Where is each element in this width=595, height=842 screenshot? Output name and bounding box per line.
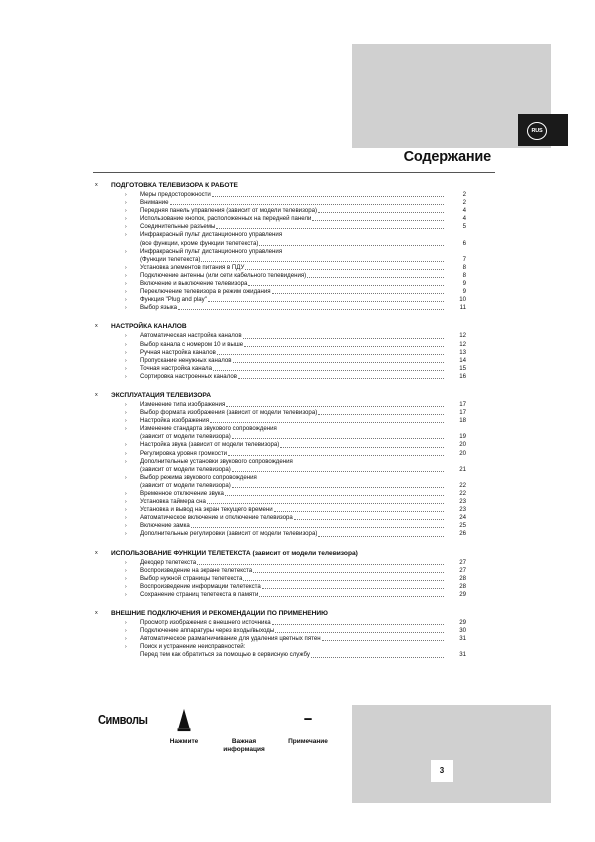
bullet-icon: ›	[125, 515, 127, 522]
section-heading	[93, 180, 488, 191]
toc-entry[interactable]	[93, 514, 488, 522]
entry-text: Передняя панель управления (зависит от модели телевизора)	[140, 207, 318, 215]
entry-text: Дополнительные установки звукового сопровождения	[140, 457, 293, 465]
bullet-icon: ›	[125, 491, 127, 497]
bullet-icon: ›	[125, 523, 127, 530]
toc-entry[interactable]	[93, 409, 488, 417]
toc-entry[interactable]	[93, 567, 488, 575]
section-title: НАСТРОЙКА КАНАЛОВ	[111, 323, 187, 331]
dot-leader	[248, 284, 444, 286]
toc-entry[interactable]	[93, 207, 488, 215]
entry-page-number: 6	[462, 239, 466, 247]
dot-leader	[274, 510, 444, 512]
title-rule	[93, 172, 495, 173]
entry-page-number: 17	[459, 400, 466, 408]
symbol-label: Нажмите	[169, 738, 199, 745]
bullet-icon: ›	[125, 458, 127, 465]
section-title: ИСПОЛЬЗОВАНИЕ ФУНКЦИИ ТЕЛЕТЕКСТА (зависит от модели телевизора)	[111, 549, 358, 557]
bullet-icon: ›	[125, 442, 127, 449]
entry-text: Дополнительные регулировки (зависит от модели телевизора)	[140, 530, 318, 538]
entry-text: Пропускание ненужных каналов	[140, 356, 232, 364]
toc-entry[interactable]	[93, 341, 488, 349]
toc-entry[interactable]	[93, 288, 488, 296]
section-heading	[93, 390, 488, 401]
entry-page-number: 31	[459, 635, 466, 643]
entry-page-number: 8	[462, 263, 466, 271]
toc-entry[interactable]	[93, 635, 488, 643]
entry-text: Функция "Plug and play"	[140, 296, 207, 304]
dot-leader	[243, 337, 444, 339]
entry-page-number: 26	[459, 530, 466, 538]
toc-entry[interactable]	[93, 627, 488, 635]
toc-entry[interactable]	[93, 365, 488, 373]
toc-section	[93, 180, 488, 312]
dot-leader	[232, 437, 444, 439]
bullet-icon: ›	[125, 567, 127, 574]
entry-page-number: 7	[462, 255, 466, 263]
toc-entry[interactable]	[93, 458, 488, 474]
section-heading	[93, 548, 488, 559]
dot-leader	[201, 260, 444, 262]
entry-page-number: 11	[459, 304, 466, 312]
bullet-icon: ›	[125, 450, 127, 457]
dot-leader	[318, 535, 444, 537]
toc-entry[interactable]	[93, 643, 488, 659]
dot-leader	[238, 377, 444, 379]
bullet-icon: ›	[125, 281, 127, 288]
entry-page-number: 27	[459, 566, 466, 574]
entry-text: Подключение аппаратуры через входы/выходы	[140, 627, 275, 635]
entry-text: (Функции телетекста)	[140, 255, 201, 263]
toc-entry[interactable]	[93, 450, 488, 458]
toc-entry[interactable]	[93, 583, 488, 591]
entry-text: Сортировка настроенных каналов	[140, 372, 237, 380]
entry-text: Временное отключение звука	[140, 490, 224, 497]
entry-page-number: 15	[459, 364, 466, 372]
symbols-title: Символы	[98, 712, 148, 727]
dot-leader	[259, 244, 444, 246]
entry-page-number: 28	[459, 574, 466, 582]
bullet-icon: ›	[125, 636, 127, 643]
entry-text: Воспроизведение информации телетекста	[140, 582, 261, 590]
page-number: 3	[431, 760, 453, 782]
section-marker: x	[95, 610, 98, 617]
entry-page-number: 10	[459, 296, 466, 304]
symbol-label: Примечание	[288, 738, 328, 745]
entry-text: Поиск и устранение неисправностей:	[140, 643, 246, 651]
toc-entry[interactable]	[93, 248, 488, 264]
toc-entry[interactable]	[93, 522, 488, 530]
bullet-icon: ›	[125, 297, 127, 304]
bullet-icon: ›	[125, 264, 127, 271]
dot-leader	[210, 421, 444, 423]
entry-text: Инфракрасный пульт дистанционного управления	[140, 231, 283, 239]
entry-page-number: 2	[462, 199, 466, 207]
toc-entry[interactable]	[93, 506, 488, 514]
bullet-icon: ›	[125, 499, 127, 506]
toc-entry[interactable]	[93, 474, 488, 490]
entry-text: Установка таймера сна	[140, 498, 206, 506]
dot-leader	[207, 502, 444, 504]
dot-leader	[244, 345, 444, 347]
bullet-icon: ›	[125, 559, 127, 566]
toc-section	[93, 390, 488, 539]
entry-text: Установка и вывод на экран текущего времени	[140, 506, 273, 514]
entry-page-number: 5	[462, 223, 466, 231]
dot-leader	[312, 219, 444, 221]
dot-leader	[226, 405, 444, 407]
dot-leader	[318, 211, 444, 213]
entry-text: Соединительные разъемы	[140, 223, 216, 231]
bullet-icon: ›	[125, 426, 127, 433]
dot-leader	[212, 195, 444, 197]
bullet-icon: ›	[125, 591, 127, 598]
dot-leader	[245, 268, 444, 270]
entry-page-number: 2	[462, 191, 466, 198]
bullet-icon: ›	[125, 232, 127, 239]
entry-page-number: 30	[459, 627, 466, 635]
toc-entry[interactable]	[93, 401, 488, 409]
dot-leader	[307, 276, 444, 278]
entry-text: Переключение телевизора в режим ожидания	[140, 288, 271, 296]
dot-leader	[213, 369, 444, 371]
entry-page-number: 21	[459, 465, 466, 473]
section-heading	[93, 321, 488, 332]
bullet-icon: ›	[125, 349, 127, 356]
toc-entry[interactable]	[93, 332, 488, 340]
entry-text: Установка элементов питания в ПДУ	[140, 263, 245, 271]
entry-text: Подключение антенны (или сети кабельного телевидения)	[140, 271, 307, 279]
dot-leader	[197, 563, 444, 565]
entry-page-number: 20	[459, 449, 466, 457]
bullet-icon: ›	[125, 224, 127, 231]
entry-page-number: 23	[459, 498, 466, 506]
entry-page-number: 31	[459, 651, 466, 659]
dot-leader	[294, 518, 444, 520]
dot-leader	[322, 639, 444, 641]
bullet-icon: ›	[125, 192, 127, 198]
bullet-icon: ›	[125, 628, 127, 635]
toc-entry[interactable]	[93, 357, 488, 365]
bullet-icon: ›	[125, 305, 127, 312]
entry-page-number: 27	[459, 558, 466, 566]
dot-leader	[318, 413, 444, 415]
toc-entry[interactable]	[93, 498, 488, 506]
entry-text: Выбор режима звукового сопровождения	[140, 473, 257, 481]
toc-entry[interactable]	[93, 349, 488, 357]
entry-page-number: 9	[462, 288, 466, 296]
toc-entry[interactable]	[93, 559, 488, 567]
bullet-icon: ›	[125, 200, 127, 207]
entry-text: (зависит от модели телевизора)	[140, 481, 231, 489]
entry-text: Настройка изображения	[140, 417, 210, 425]
entry-page-number: 23	[459, 506, 466, 514]
toc-entry[interactable]	[93, 280, 488, 288]
bullet-icon: ›	[125, 341, 127, 348]
dot-leader	[275, 631, 444, 633]
entry-text: Сохранение страниц телетекста в памяти	[140, 590, 259, 598]
entry-text: Изменение типа изображения	[140, 400, 226, 408]
entry-page-number: 9	[462, 280, 466, 288]
bullet-icon: ›	[125, 474, 127, 481]
entry-page-number: 14	[459, 356, 466, 364]
entry-page-number: 13	[459, 348, 466, 356]
entry-page-number: 25	[459, 522, 466, 530]
bullet-icon: ›	[125, 289, 127, 296]
entry-page-number: 16	[459, 372, 466, 380]
symbol-note	[268, 708, 348, 746]
dot-leader	[233, 361, 444, 363]
entry-text: Автоматическая настройка каналов	[140, 332, 242, 340]
toc-entry[interactable]	[93, 199, 488, 207]
bullet-icon: ›	[125, 365, 127, 372]
bullet-icon: ›	[125, 644, 127, 651]
entry-text: Ручная настройка каналов	[140, 348, 216, 356]
entry-text: Внимание	[140, 199, 169, 207]
toc-entry[interactable]	[93, 417, 488, 425]
dot-leader	[217, 353, 444, 355]
entry-text: Выбор языка	[140, 304, 178, 312]
toc-entry[interactable]	[93, 215, 488, 223]
bullet-icon: ›	[125, 216, 127, 223]
entry-text: Регулировка уровня громкости	[140, 449, 228, 457]
entry-page-number: 17	[459, 409, 466, 417]
toc-entry[interactable]	[93, 591, 488, 599]
dot-leader	[253, 571, 444, 573]
entry-text: Воспроизведение на экране телетекста	[140, 566, 253, 574]
toc-entry[interactable]	[93, 490, 488, 498]
entry-page-number: 4	[462, 207, 466, 215]
toc-entry[interactable]	[93, 231, 488, 247]
entry-page-number: 22	[459, 481, 466, 489]
dot-leader	[191, 526, 444, 528]
entry-text: (все функции, кроме функции телетекста)	[140, 239, 259, 247]
dot-leader	[228, 454, 444, 456]
toc-entry[interactable]	[93, 191, 488, 199]
toc-section	[93, 548, 488, 599]
entry-text: Включение и выключение телевизора	[140, 280, 248, 288]
entry-page-number: 29	[459, 619, 466, 627]
toc-section	[93, 321, 488, 381]
bullet-icon: ›	[125, 418, 127, 425]
bullet-icon: ›	[125, 583, 127, 590]
section-heading	[93, 608, 488, 619]
dot-leader	[232, 486, 444, 488]
entry-text: Инфракрасный пульт дистанционного управления	[140, 247, 283, 255]
entry-page-number: 12	[459, 340, 466, 348]
language-badge: RUS	[527, 122, 547, 140]
section-marker: x	[95, 323, 98, 330]
entry-text: (зависит от модели телевизора)	[140, 465, 231, 473]
entry-text: Меры предосторожности	[140, 191, 211, 198]
dot-leader	[243, 579, 444, 581]
entry-page-number: 29	[459, 590, 466, 598]
dot-leader	[272, 623, 444, 625]
toc-entry[interactable]	[93, 373, 488, 381]
bullet-icon: ›	[125, 208, 127, 215]
toc-entry[interactable]	[93, 304, 488, 312]
toc-entry[interactable]	[93, 223, 488, 231]
dot-leader	[178, 308, 444, 310]
section-marker: x	[95, 391, 98, 398]
entry-page-number: 20	[459, 441, 466, 449]
bullet-icon: ›	[125, 507, 127, 514]
entry-text: Настройка звука (зависит от модели телевизора)	[140, 441, 280, 449]
bullet-icon: ›	[125, 401, 127, 408]
dot-leader	[225, 494, 444, 496]
bullet-icon: ›	[125, 373, 127, 380]
entry-page-number: 18	[459, 417, 466, 425]
entry-text: Автоматическое включение и отключение телевизора	[140, 514, 293, 522]
entry-text: (зависит от модели телевизора)	[140, 433, 231, 441]
entry-text: Точная настройка канала	[140, 364, 212, 372]
entry-text: Выбор нужной страницы телетекста	[140, 574, 243, 582]
toc-section	[93, 608, 488, 659]
dot-leader	[259, 595, 444, 597]
entry-text: Перед тем как обратиться за помощью в сервисную службу	[140, 651, 310, 659]
entry-text: Включение замка	[140, 522, 190, 530]
toc-entry[interactable]	[93, 530, 488, 538]
section-title: ПОДГОТОВКА ТЕЛЕВИЗОРА К РАБОТЕ	[111, 182, 238, 189]
bullet-icon: ›	[125, 575, 127, 582]
entry-text: Использование кнопок, расположенных на передней панели	[140, 215, 312, 223]
entry-text: Просмотр изображения с внешнего источника	[140, 619, 271, 627]
dot-leader	[216, 227, 444, 229]
bullet-icon: ›	[125, 410, 127, 417]
entry-page-number: 12	[459, 332, 466, 340]
toc-entry[interactable]	[93, 575, 488, 583]
decorative-panel-bottom	[352, 705, 551, 803]
dot-leader	[208, 300, 444, 302]
note-icon	[300, 708, 316, 732]
toc-entry[interactable]	[93, 619, 488, 627]
bullet-icon: ›	[125, 620, 127, 627]
dot-leader	[311, 656, 444, 658]
entry-page-number: 28	[459, 582, 466, 590]
toc-entry[interactable]	[93, 264, 488, 272]
bullet-icon: ›	[125, 333, 127, 340]
section-marker: x	[95, 549, 98, 556]
dot-leader	[272, 292, 444, 294]
toc-entry[interactable]	[93, 272, 488, 280]
symbol-label: Важная информация	[223, 738, 265, 753]
table-of-contents	[93, 180, 488, 669]
section-marker: x	[95, 182, 98, 188]
entry-page-number: 24	[459, 514, 466, 522]
section-title: ЭКСПЛУАТАЦИЯ ТЕЛЕВИЗОРА	[111, 391, 211, 399]
toc-entry[interactable]	[93, 441, 488, 449]
bullet-icon: ›	[125, 248, 127, 255]
dot-leader	[232, 470, 444, 472]
entry-page-number: 19	[459, 433, 466, 441]
entry-page-number: 4	[462, 215, 466, 223]
entry-text: Автоматическое размагничивание для удаления цветных пятен	[140, 635, 321, 643]
dot-leader	[280, 446, 444, 448]
entry-text: Выбор канала с номером 10 и выше	[140, 340, 244, 348]
bullet-icon: ›	[125, 531, 127, 538]
toc-entry[interactable]	[93, 425, 488, 441]
entry-page-number: 22	[459, 490, 466, 497]
bullet-icon: ›	[125, 272, 127, 279]
entry-text: Изменение стандарта звукового сопровождения	[140, 425, 277, 433]
dot-leader	[262, 587, 444, 589]
dot-leader	[170, 203, 444, 205]
bullet-icon: ›	[125, 357, 127, 364]
entry-text: Декодер телетекста	[140, 558, 197, 566]
press-icon	[176, 708, 192, 732]
toc-entry[interactable]	[93, 296, 488, 304]
entry-text: Выбор формата изображения (зависит от модели телевизора)	[140, 409, 318, 417]
page-title: Содержание	[403, 149, 491, 165]
section-title: ВНЕШНИЕ ПОДКЛЮЧЕНИЯ И РЕКОМЕНДАЦИИ ПО ПРИМЕНЕНИЮ	[111, 610, 328, 618]
entry-page-number: 8	[462, 271, 466, 279]
